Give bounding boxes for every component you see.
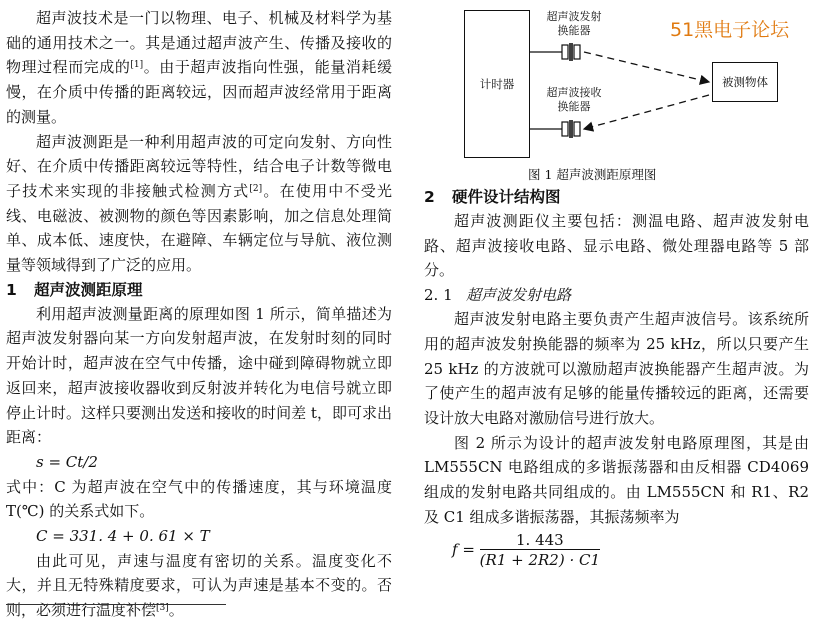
citation-3[interactable]: [3] bbox=[156, 603, 169, 614]
speed-formula: C = 331. 4 + 0. 61 × T bbox=[36, 527, 210, 546]
hardware-paragraph: 超声波测距仪主要包括：测温电路、超声波发射电路、超声波接收电路、显示电路、微处理器电路等 5 部分。 bbox=[424, 212, 809, 280]
frequency-formula: f = $\frac{1. 443}{(R1 + 2R2) \cdot C1}$ bbox=[452, 531, 601, 570]
section-1-heading: 1 超声波测距原理 bbox=[6, 280, 143, 299]
frequency-fraction: $\frac{1. 443}{(R1 + 2R2) \cdot C1}$ bbox=[479, 531, 601, 570]
left-column bbox=[6, 0, 392, 623]
figure-1-caption: 图 1 超声波测距原理图 bbox=[528, 167, 657, 182]
receiver-label: 超声波接收 换能器 bbox=[546, 86, 602, 113]
receiver-transducer-icon bbox=[530, 120, 580, 138]
emitter-transducer-icon bbox=[530, 43, 580, 61]
citation-2[interactable]: [2] bbox=[249, 183, 263, 194]
speed-paragraph: 式中：C 为超声波在空气中的传播速度，其与环境温度 T(℃) 的关系式如下。 bbox=[6, 477, 392, 521]
principle-paragraph: 利用超声波测量距离的原理如图 1 所示，简单描述为超声波发射器向某一方向发射超声波，在发射时刻的同时开始计时，超声波在空气中传播，途中碰到障碍物就立即返回来，超声波接收器收到反射波并转化为电信号就立即停止计时。这样只要测出发送和接收的时间差 t，即可求出距离： bbox=[6, 304, 392, 447]
intro-paragraph: 超声波技术是一门以物理、电子、机械及材料学为基础的通用技术之一。其是通过超声波产生、传播及接收的物理过程而完成的[1]。由于超声波指向性强，能量消耗缓慢，在介质中传播的距离较远，因而超声波经常用于距离的测量。 bbox=[6, 9, 392, 126]
right-column bbox=[424, 0, 809, 570]
measured-object-box: 被测物体 bbox=[712, 62, 778, 102]
footnote-rule bbox=[6, 604, 226, 605]
emitted-wave-arrow bbox=[584, 52, 709, 82]
citation-1[interactable]: [1] bbox=[130, 60, 144, 71]
section-2-heading: 2 硬件设计结构图 bbox=[424, 188, 561, 206]
timer-box: 计时器 bbox=[464, 10, 530, 158]
emitter-circuit-paragraph: 超声波发射电路主要负责产生超声波信号。该系统所用的超声波发射换能器的频率为 25 kHz，所以只要产生 25 kHz 的方波就可以激励超声波换能器产生超声波。为了使产生的超声波有足够的能量传播较远的距离，还需要设计放大电路对激励信号进行放大。 bbox=[424, 310, 809, 427]
ranging-paragraph: 超声波测距是一种利用超声波的可定向发射、方向性好、在介质中传播距离较远等特性，结合电子计数等微电子技术来实现的非接触式检测方式[2]。在使用中不受光线、电磁波、被测物的颜色等因素影响，加之信息处理简单、成本低、速度快，在避障、车辆定位与导航、液位测量等领域得到了广泛的应用。 bbox=[6, 132, 392, 275]
temperature-paragraph: 由此可见，声速与温度有密切的关系。温度变化不大，并且无特殊精度要求，可认为声速是基本不变的。否则，必须进行温度补偿[3]。 bbox=[6, 551, 392, 620]
emitter-label: 超声波发射 换能器 bbox=[546, 10, 602, 37]
distance-formula: s = Ct/2 bbox=[36, 452, 98, 471]
section-2-1-heading: 2. 1 超声波发射电路 bbox=[424, 286, 572, 305]
schematic-paragraph: 图 2 所示为设计的超声波发射电路原理图，其是由 LM555CN 电路组成的多谐振荡器和由反相器 CD4069 组成的发射电路共同组成的。由 LM555CN 和 R1、R2 及 C1 组成多谐振荡器，其振荡频率为 bbox=[424, 433, 809, 526]
figure-1 bbox=[424, 0, 809, 185]
watermark-logo: 51黑电子论坛 bbox=[670, 19, 790, 41]
